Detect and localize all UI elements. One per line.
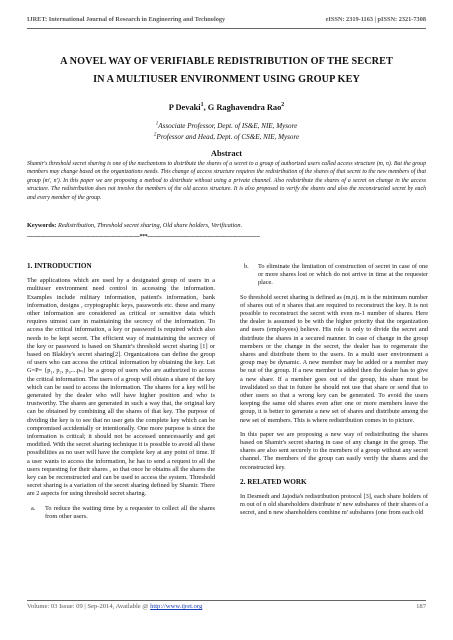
left-column xyxy=(27,262,215,527)
paper-title xyxy=(20,53,433,89)
keywords-label: Keywords: xyxy=(27,222,57,229)
author-1-sup: 1 xyxy=(200,102,204,109)
list-marker-b: b. xyxy=(244,263,249,270)
proposal-paragraph: In this paper we are proposing a new way of redistributing the shares based on Shamir's secret sharing in case of any change in the group. The shares are also sent securely to the members of a group without any secret channel. The members of the group can easily verify the shares and the reconstructed key. xyxy=(240,430,428,471)
title-line-2: IN A MULTIUSER ENVIRONMENT USING GROUP KEY xyxy=(93,74,360,85)
header-rule xyxy=(27,28,426,29)
page-number: 187 xyxy=(416,603,426,610)
affiliation-1: $^1$Associate Professor, Dept. of IS&E, NIE, Mysore xyxy=(155,121,298,130)
section-separator: ---------------------------------------------------------------------***--------------------------------------------------------------------- xyxy=(27,234,260,240)
abstract-text: Shamir's threshold secret sharing is one of the mechanisms to distribute the shares of a secret to a group of authorized users called access structure (m, n). But the group members may change based on the organizations needs. This change of access structure requires the redistribution of the shares of that secret to the new members of that group (m', n'). In this paper we are proposing a method to distribute without using a private channel. Also redistribute the shares of a secret on change in the access structure. The redistribution does not involve the members of the old access structure. It is also proposed to verify the shares and also the reconstructed secret by each and every member of the group. xyxy=(27,161,426,201)
intro-paragraph: The applications which are used by a designated group of users in a multiuser environment need control in accessing the information. Examples include military information, patient's information, bank information, designs , cryptographic keys, passwords etc. these and many other information are considered as critical or sensitive data which requires utmost care in maintaining the secrecy of the information. To access the critical information, a key or password is required which also needs to be kept secret. The efficient way of maintaining the secrecy of the key or password is based on Shamir's threshold secret sharing [1] or based on Blakley's secret sharing[2]. Organizations can define the group of users who can access the critical information by obtaining the key. Let G=P= {p₁, p₂, p₃....pₙ} be a group of users who are authorized to access the critical information. The users of a group will obtain a share of the key which can be used to access the information. The shares for a key will be generated by the dealer who will have higher position and who is trustworthy. The shares are generated in such a way that, the original key can be obtained by combining all the shares of that key. The purpose of dividing the key is to see that no user gets the complete key which can be compromised accidentally or intentionally. One more purpose is since the information is critical; it should not be accessed unnecessarily and get modified. With the secret sharing technique it is possible to avoid all these possibilities as no user will have the complete key at any point of time. If a user wants to access the information, he has to send a request to all the users requesting for their shares , so that once he obtains all the shares the key can be reconstructed and can be used to access the system. Threshold secret sharing is a variation of the secret sharing defined by Shamir. There are 2 aspects for using threshold secret sharing. xyxy=(27,277,215,498)
footer-volume: Volume: 03 Issue: 09 | Sep-2014, Available @ http://www.ijret.org xyxy=(27,603,203,610)
journal-link[interactable]: http://www.ijret.org xyxy=(150,603,203,610)
author-1: P Devaki xyxy=(168,103,201,112)
author-2-sup: 2 xyxy=(281,102,285,109)
issn: eISSN: 2319-1163 | pISSN: 2321-7308 xyxy=(325,16,426,23)
footer-rule xyxy=(27,600,426,601)
running-header xyxy=(27,16,426,23)
journal-name: IJRET: International Journal of Research in Engineering and Technology xyxy=(27,16,226,23)
title-line-1: A NOVEL WAY OF VERIFIABLE REDISTRIBUTION OF THE SECRET xyxy=(60,56,393,67)
list-item-a xyxy=(27,505,215,521)
authors xyxy=(0,103,453,112)
list-marker-a: a. xyxy=(31,504,36,512)
affiliation-2: $^2$Professor and Head, Dept. of CS&E, NIE, Mysore xyxy=(153,132,300,141)
related-work-paragraph: In Desmedt and Jajodia's redistribution protocol [3], each share holders of m out of n old shareholders distribute n' new subshares of their shares of a secret, and n new shareholders combine m' subshares (one from each old xyxy=(240,493,428,517)
list-text-a: To reduce the waiting time by a requester to collect all the shares from other users. xyxy=(45,504,215,520)
threshold-paragraph: So threshold secret sharing is defined as (m,n). m is the minimum number of shares out of n shares that are required to reconstruct the key. It is not possible to reconstruct the secret with even m-1 number of shares. Here the dealer is assumed to be with the higher priority that the organization and users (employees) believe. His role is only to divide the secret and distribute the shares in a secured manner. In case of change in the group members or the change in the secret, the dealer has to regenerate the shares and distribute them to the users. In a multi user environment a group may be dynamic. A new member may be added or a member may be out of the group. If a new member is added then the dealer has to give a new share. If a member goes out of the group, his share must be invalidated so that in future he should not use that share or send that to other users so that a wrong key can be generated. To avoid the users keeping the same old shares even after one or more members leave the group, it is better to generate a new set of shares and distribute among the new set of members. This is where redistribution comes in to picture. xyxy=(240,293,428,424)
list-item-b xyxy=(240,263,428,288)
author-2: G Raghavendra Rao xyxy=(207,103,282,112)
keywords xyxy=(27,222,426,230)
list-text-b: To eliminate the limitation of construction of secret in case of one or more shares lost or which do not arrive in time at the requester place. xyxy=(258,263,428,287)
page-footer xyxy=(27,603,426,610)
keywords-text: Redistribution, Threshold secret sharing, Old share holders, Verification. xyxy=(57,222,243,229)
section-heading-related-work: 2. RELATED WORK xyxy=(240,477,307,486)
section-heading-introduction: 1. INTRODUCTION xyxy=(27,262,92,270)
author-separator: , xyxy=(203,103,208,112)
affiliations xyxy=(0,121,453,142)
right-column xyxy=(240,263,428,524)
abstract-heading: Abstract xyxy=(210,149,243,158)
